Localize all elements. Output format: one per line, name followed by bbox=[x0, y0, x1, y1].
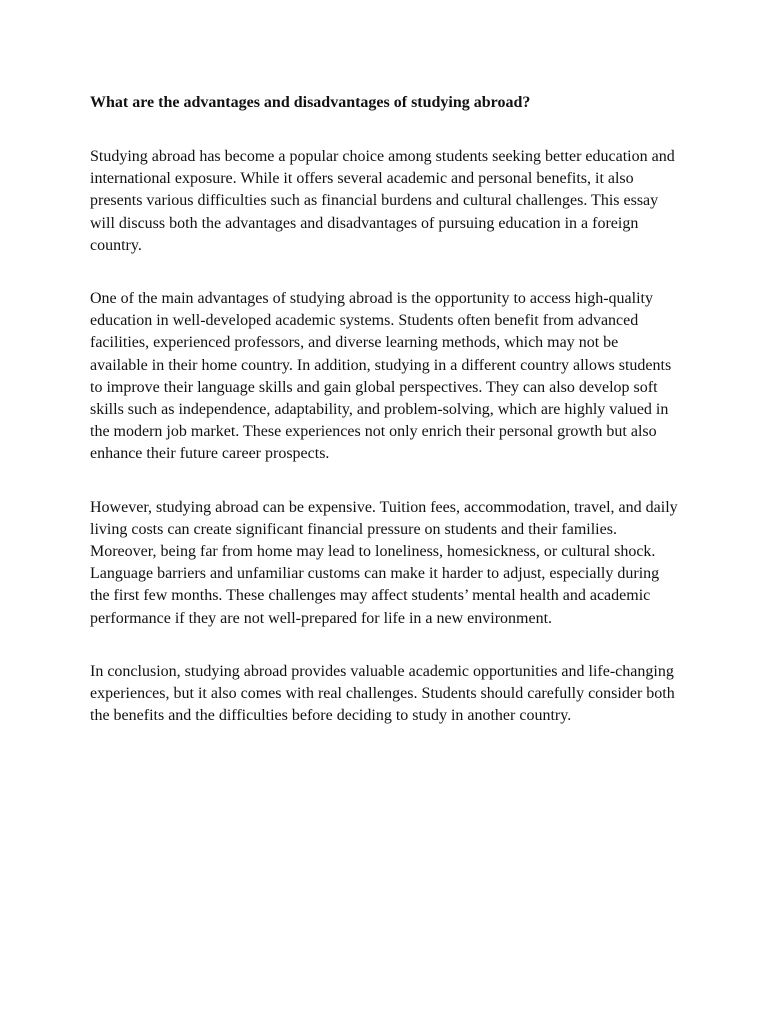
essay-title: What are the advantages and disadvantages of studying abroad? bbox=[90, 94, 531, 111]
document-content bbox=[90, 92, 678, 727]
essay-paragraph-conclusion: In conclusion, studying abroad provides valuable academic opportunities and life-changing experiences, but it also comes with real challenges. Students should carefully consider both the benefits and the difficulties before deciding to study in another country. bbox=[90, 662, 675, 725]
essay-paragraph-advantages: One of the main advantages of studying abroad is the opportunity to access high-quality education in well-developed academic systems. Students often benefit from advanced facilities, experienced professors, and diverse learning methods, which may not be available in their home country. In addition, studying in a different country allows students to improve their language skills and gain global perspectives. They can also develop soft skills such as independence, adaptability, and problem-solving, which are highly valued in the modern job market. These experiences not only enrich their personal growth but also enhance their future career prospects. bbox=[90, 290, 672, 463]
essay-paragraph-introduction: Studying abroad has become a popular choice among students seeking better education and international exposure. While it offers several academic and personal benefits, it also presents various difficulties such as financial burdens and cultural challenges. This essay will discuss both the advantages and disadvantages of pursuing education in a foreign country. bbox=[90, 148, 675, 254]
essay-paragraph-disadvantages: However, studying abroad can be expensive. Tuition fees, accommodation, travel, and daily living costs can create significant financial pressure on students and their families. Moreover, being far from home may lead to loneliness, homesickness, or cultural shock. Language barriers and unfamiliar customs can make it harder to adjust, especially during the first few months. These challenges may affect students’ mental health and academic performance if they are not well-prepared for life in a new environment. bbox=[90, 498, 678, 627]
